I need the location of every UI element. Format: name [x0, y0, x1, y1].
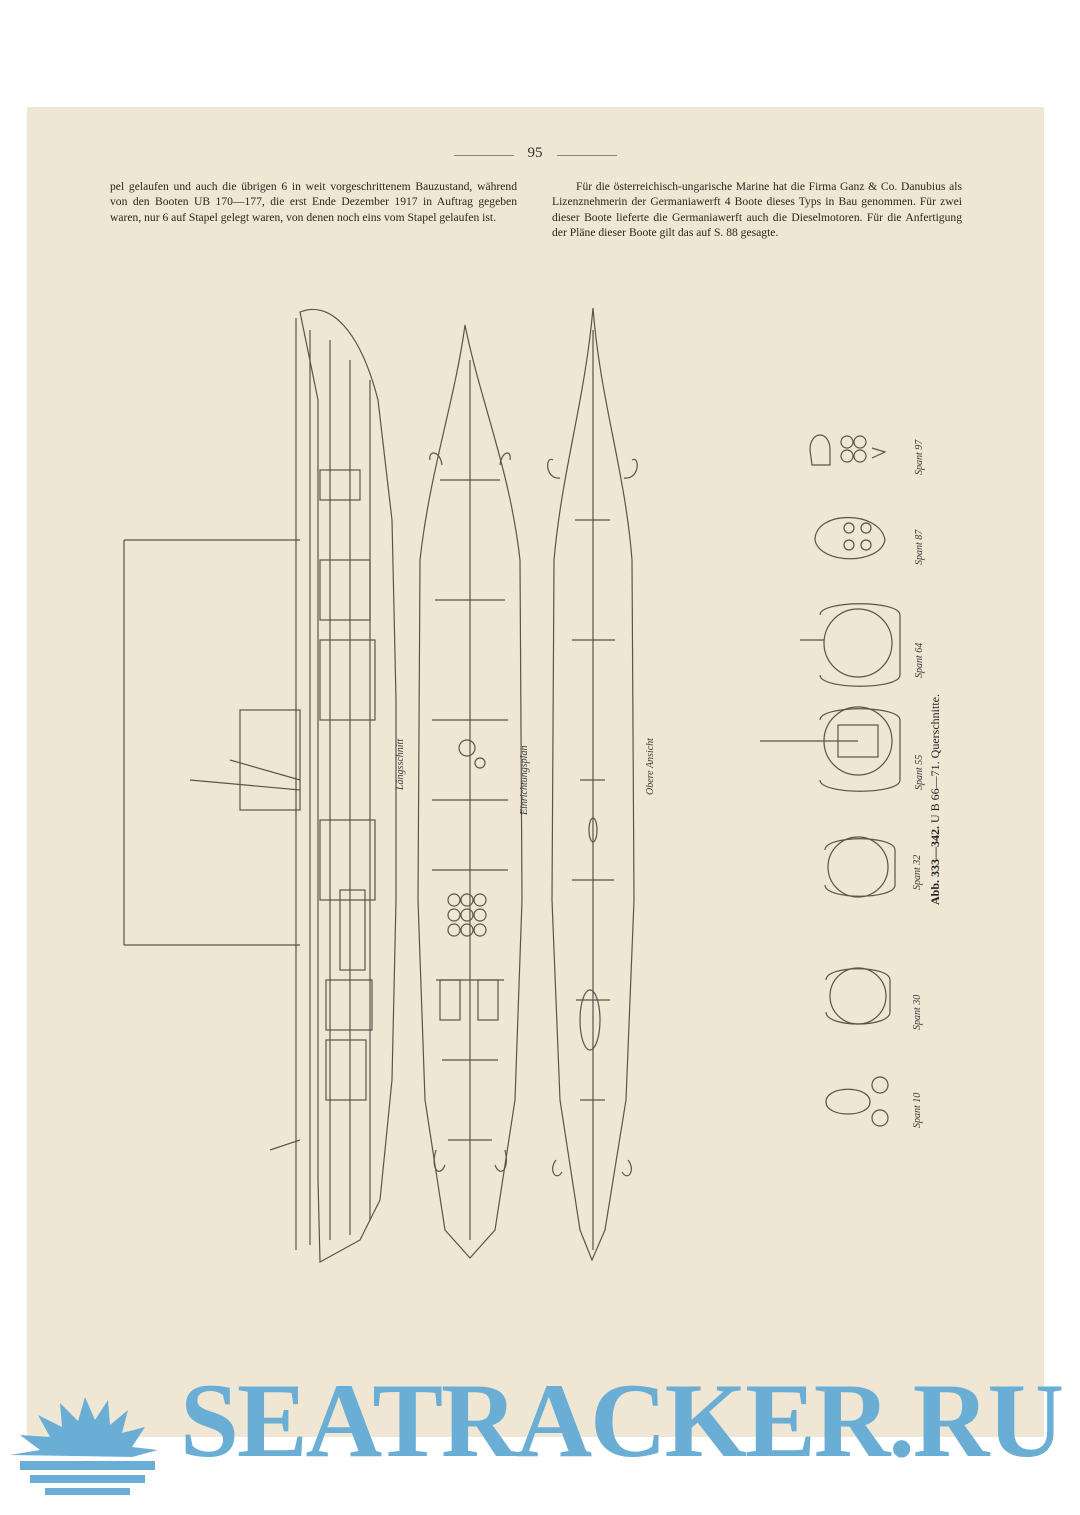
section-label: Spant 97	[914, 439, 925, 475]
left-text-column: pel gelaufen und auch die übrigen 6 in weit vorgeschrittenem Bauzustand, während von den Booten UB 170—177, die erst Ende Dezember 1917 in Auftrag gegeben waren, nur 6 auf Stapel gelegt waren, von denen noch eins vom Stapel gelaufen ist.	[110, 180, 517, 224]
right-text-column: Für die österreichisch-ungarische Marine hat die Firma Ganz & Co. Danubius als Lizenznehmerin der Germaniawerft 4 Boote dieses Typs in Bau genommen. Für zwei dieser Boote lieferte die Germaniawerft auch die Dieselmotoren. Für die Anfertigung der Pläne dieser Boote gilt das auf S. 88 gesagte.	[552, 180, 962, 240]
longitudinal-section-figure	[124, 309, 396, 1262]
sun-icon	[10, 1397, 158, 1495]
caption-number: Abb. 333—342.	[928, 825, 942, 905]
section-label: Spant 64	[914, 642, 925, 678]
section-label: Spant 32	[912, 854, 923, 890]
figure-caption	[928, 694, 943, 905]
caption-text: U B 66—71. Querschnitte.	[928, 694, 942, 826]
cross-sections-figure	[760, 435, 900, 1126]
page-number: 95	[527, 145, 543, 161]
longitudinal-label: Längsschnitt	[395, 738, 406, 790]
watermark-text: SEATRACKER.RU	[180, 1362, 1062, 1479]
top-view-label: Obere Ansicht	[645, 738, 656, 795]
section-label: Spant 55	[914, 754, 925, 790]
arrangement-plan-figure	[418, 325, 522, 1258]
section-label: Spant 10	[912, 1092, 923, 1128]
arrangement-label: Einrichtungsplan	[519, 745, 530, 815]
top-view-figure	[548, 308, 638, 1260]
section-label: Spant 87	[914, 529, 925, 565]
section-label: Spant 30	[912, 994, 923, 1030]
